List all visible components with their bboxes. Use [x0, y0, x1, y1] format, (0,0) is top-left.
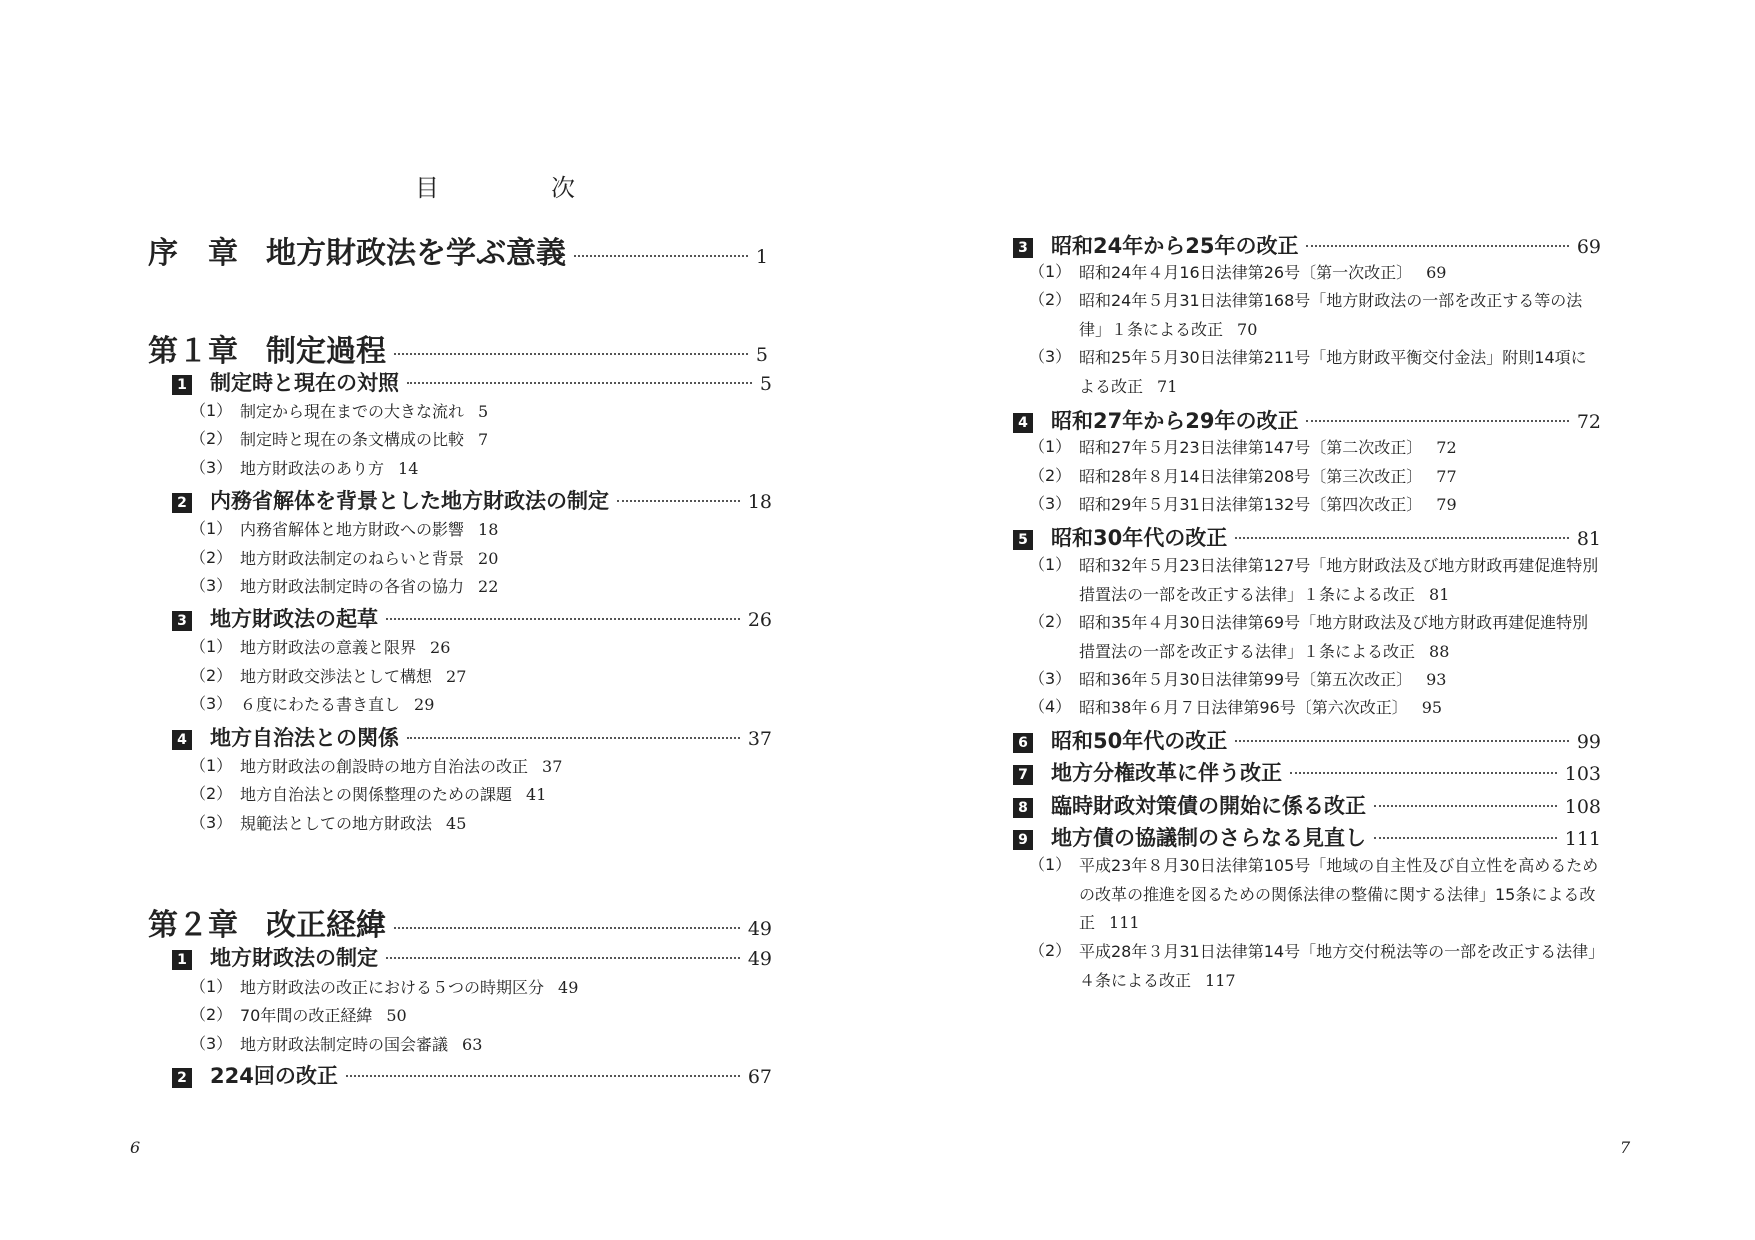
section-2-9[interactable] [1013, 822, 1601, 852]
chapter-title: 制定過程 [266, 334, 386, 369]
section-number-badge: 3 [1013, 238, 1033, 258]
section-2-8[interactable] [1013, 790, 1601, 820]
section-1-3[interactable] [172, 603, 772, 633]
section-2-4[interactable] [1013, 405, 1601, 435]
section-2-1[interactable] [172, 942, 772, 972]
section-2-2[interactable] [172, 1060, 772, 1090]
item-mark: （1） [190, 401, 233, 420]
leader-dots [1306, 420, 1568, 422]
page-number: 5 [478, 402, 489, 421]
toc-item[interactable] [1029, 344, 1601, 401]
leader-dots [1290, 772, 1557, 774]
page-number: 69 [1576, 236, 1601, 258]
item-text: 地方自治法との関係整理のための課題 [240, 785, 513, 804]
page-number: 70 [1237, 319, 1258, 339]
section-2-3[interactable] [1013, 230, 1601, 260]
item-mark: （1） [190, 519, 233, 538]
right-page [877, 0, 1755, 1240]
page-folio: 6 [130, 1138, 141, 1157]
page-number: 49 [747, 918, 772, 940]
item-text: 昭和32年５月23日法律第127号「地方財政法及び地方財政再建促進特別措置法の一部を改正する法律」１条による改正 [1079, 556, 1599, 604]
item-text: 平成28年３月31日法律第14号「地方交付税法等の一部を改正する法律」４条による改正 [1079, 942, 1597, 990]
toc-item[interactable] [1029, 287, 1601, 344]
item-text: 地方財政法の改正における５つの時期区分 [240, 978, 545, 997]
toc-item[interactable] [190, 781, 546, 810]
page-number: 49 [558, 978, 579, 997]
chapter-title: 改正経緯 [266, 908, 386, 943]
item-mark: （2） [1029, 941, 1072, 960]
item-mark: （1） [1029, 437, 1072, 456]
page-number: 63 [462, 1035, 483, 1054]
page-number: 81 [1576, 528, 1601, 550]
page-number: 18 [478, 520, 499, 539]
toc-item[interactable] [190, 398, 488, 427]
page-number: 26 [430, 638, 451, 657]
section-2-6[interactable] [1013, 725, 1601, 755]
toc-item[interactable] [1029, 666, 1601, 695]
item-mark: （1） [190, 756, 233, 775]
leader-dots [386, 957, 740, 959]
section-number-badge: 8 [1013, 798, 1033, 818]
item-text: 昭和35年４月30日法律第69号「地方財政法及び地方財政再建促進特別措置法の一部を改正する法律」１条による改正 [1079, 613, 1589, 661]
page-number: 5 [759, 373, 772, 395]
toc-item[interactable] [1029, 434, 1601, 463]
page-number: 29 [414, 695, 435, 714]
page-number: 37 [542, 757, 563, 776]
toc-item[interactable] [1029, 938, 1601, 995]
section-1-1[interactable] [172, 367, 772, 397]
section-title: 地方財政法の制定 [210, 946, 378, 970]
toc-item[interactable] [190, 545, 498, 574]
item-mark: （3） [190, 1034, 233, 1053]
toc-item[interactable] [1029, 609, 1601, 666]
toc-item[interactable] [190, 634, 450, 663]
page-number: 72 [1436, 438, 1457, 457]
section-title: 昭和50年代の改正 [1051, 729, 1228, 753]
page-number: 1 [755, 246, 768, 268]
section-title: 内務省解体を背景とした地方財政法の制定 [210, 489, 609, 513]
page-number: 111 [1109, 913, 1140, 932]
item-mark: （1） [1029, 555, 1072, 574]
page-number: 49 [747, 948, 772, 970]
item-text: 昭和27年５月23日法律第147号〔第二次改正〕 [1079, 438, 1423, 457]
item-mark: （2） [190, 784, 233, 803]
item-mark: （2） [1029, 290, 1072, 309]
section-number-badge: 3 [172, 611, 192, 631]
page-number: 18 [747, 491, 772, 513]
chapter-number: 第２章 [148, 908, 238, 943]
item-text: 昭和28年８月14日法律第208号〔第三次改正〕 [1079, 467, 1423, 486]
item-text: 70年間の改正経緯 [240, 1006, 373, 1025]
page-folio: 7 [1620, 1138, 1631, 1157]
left-page [0, 0, 877, 1240]
page-number: 71 [1157, 376, 1178, 396]
toc-item[interactable] [190, 573, 498, 602]
item-mark: （1） [190, 637, 233, 656]
page-number: 5 [755, 344, 768, 366]
item-mark: （2） [190, 666, 233, 685]
toc-item[interactable] [190, 691, 434, 720]
item-mark: （3） [1029, 494, 1072, 513]
item-text: 昭和36年５月30日法律第99号〔第五次改正〕 [1079, 670, 1413, 689]
section-number-badge: 4 [172, 730, 192, 750]
page-number: 88 [1429, 641, 1450, 661]
page-number: 81 [1429, 584, 1450, 604]
toc-item[interactable] [190, 663, 466, 692]
section-title: 地方分権改革に伴う改正 [1051, 761, 1282, 785]
page-number: 103 [1564, 763, 1601, 785]
page-number: 37 [747, 728, 772, 750]
section-title: 地方財政法の起草 [210, 607, 378, 631]
section-number-badge: 7 [1013, 765, 1033, 785]
section-number-badge: 4 [1013, 413, 1033, 433]
page-number: 108 [1564, 796, 1601, 818]
toc-item[interactable] [190, 753, 562, 782]
page-number: 22 [478, 577, 499, 596]
item-text: 昭和38年６月７日法律第96号〔第六次改正〕 [1079, 698, 1408, 717]
leader-dots [1374, 837, 1557, 839]
section-title: 昭和27年から29年の改正 [1051, 409, 1299, 433]
toc-item[interactable] [1029, 259, 1601, 288]
item-text: ６度にわたる書き直し [240, 695, 401, 714]
leader-dots [617, 500, 740, 502]
item-text: 制定時と現在の条文構成の比較 [240, 430, 465, 449]
item-text: 規範法としての地方財政法 [240, 814, 433, 833]
leader-dots [386, 618, 740, 620]
page-number: 20 [478, 549, 499, 568]
section-1-2[interactable] [172, 485, 772, 515]
item-text: 内務省解体と地方財政への影響 [240, 520, 465, 539]
section-number-badge: 6 [1013, 733, 1033, 753]
leader-dots [1235, 537, 1569, 539]
item-mark: （4） [1029, 697, 1072, 716]
item-text: 地方財政法制定時の国会審議 [240, 1035, 449, 1054]
item-text: 地方財政法の創設時の地方自治法の改正 [240, 757, 529, 776]
section-title: 地方債の協議制のさらなる見直し [1051, 826, 1366, 850]
section-2-7[interactable] [1013, 757, 1601, 787]
toc-item[interactable] [190, 974, 578, 1003]
leader-dots [1374, 805, 1557, 807]
section-title: 昭和24年から25年の改正 [1051, 234, 1299, 258]
leader-dots [1306, 245, 1568, 247]
item-text: 地方財政交渉法として構想 [240, 667, 433, 686]
page-number: 99 [1576, 731, 1601, 753]
item-text: 昭和29年５月31日法律第132号〔第四次改正〕 [1079, 495, 1423, 514]
section-1-4[interactable] [172, 722, 772, 752]
page-number: 117 [1205, 970, 1236, 990]
section-number-badge: 2 [172, 1068, 192, 1088]
item-mark: （2） [190, 1005, 233, 1024]
leader-dots [574, 255, 748, 257]
toc-item[interactable] [1029, 852, 1601, 938]
section-title: 224回の改正 [210, 1064, 338, 1088]
section-2-5[interactable] [1013, 522, 1601, 552]
item-mark: （3） [1029, 347, 1072, 366]
chapter-1[interactable] [148, 326, 768, 370]
item-text: 地方財政法制定のねらいと背景 [240, 549, 465, 568]
item-mark: （3） [190, 576, 233, 595]
section-number-badge: 5 [1013, 530, 1033, 550]
item-mark: （2） [190, 548, 233, 567]
page-number: 50 [386, 1006, 407, 1025]
section-number-badge: 1 [172, 375, 192, 395]
section-title: 地方自治法との関係 [210, 726, 399, 750]
item-mark: （2） [1029, 466, 1072, 485]
item-text: 地方財政法のあり方 [240, 459, 385, 478]
item-mark: （1） [1029, 855, 1072, 874]
page-number: 93 [1426, 670, 1447, 689]
item-text: 制定から現在までの大きな流れ [240, 402, 465, 421]
page-number: 26 [747, 609, 772, 631]
item-text: 地方財政法制定時の各省の協力 [240, 577, 465, 596]
section-title: 制定時と現在の対照 [210, 371, 399, 395]
item-mark: （3） [190, 694, 233, 713]
page-number: 67 [747, 1066, 772, 1088]
toc-item[interactable] [1029, 463, 1601, 492]
section-title: 臨時財政対策債の開始に係る改正 [1051, 794, 1366, 818]
item-mark: （3） [1029, 669, 1072, 688]
toc-item[interactable] [1029, 552, 1601, 609]
leader-dots [394, 927, 740, 929]
page-number: 72 [1576, 411, 1601, 433]
item-mark: （2） [190, 429, 233, 448]
item-text: 昭和24年５月31日法律第168号「地方財政法の一部を改正する等の法律」１条による改正 [1079, 291, 1583, 339]
toc-item[interactable] [190, 516, 498, 545]
toc-item[interactable] [190, 1002, 407, 1031]
item-mark: （3） [190, 813, 233, 832]
chapter-intro[interactable] [148, 228, 768, 272]
item-mark: （3） [190, 458, 233, 477]
toc-item[interactable] [190, 426, 488, 455]
toc-item[interactable] [190, 810, 466, 839]
chapter-number: 序 章 [148, 236, 238, 271]
item-mark: （1） [190, 977, 233, 996]
leader-dots [394, 353, 748, 355]
section-number-badge: 2 [172, 493, 192, 513]
page-number: 111 [1564, 828, 1601, 850]
leader-dots [407, 737, 740, 739]
leader-dots [407, 382, 752, 384]
page-number: 14 [398, 459, 419, 478]
toc-item[interactable] [1029, 491, 1601, 520]
item-text: 平成23年８月30日法律第105号「地域の自主性及び自立性を高めるための改革の推進を図るための関係法律の整備に関する法律」15条による改正 [1079, 856, 1599, 932]
leader-dots [1235, 740, 1569, 742]
page-number: 7 [478, 430, 489, 449]
leader-dots [346, 1075, 740, 1077]
chapter-number: 第１章 [148, 334, 238, 369]
item-text: 昭和25年５月30日法律第211号「地方財政平衡交付金法」附則14項による改正 [1079, 348, 1587, 396]
toc-item[interactable] [190, 1031, 482, 1060]
item-mark: （1） [1029, 262, 1072, 281]
page-number: 69 [1426, 263, 1447, 282]
page-number: 79 [1436, 495, 1457, 514]
chapter-title: 地方財政法を学ぶ意義 [266, 236, 566, 271]
section-title: 昭和30年代の改正 [1051, 526, 1228, 550]
page-number: 95 [1421, 698, 1443, 717]
item-mark: （2） [1029, 612, 1072, 631]
section-number-badge: 1 [172, 950, 192, 970]
chapter-2[interactable] [148, 900, 772, 944]
toc-title: 目 次 [415, 174, 619, 202]
section-number-badge: 9 [1013, 830, 1033, 850]
page-number: 27 [446, 667, 467, 686]
page-number: 41 [526, 785, 547, 804]
page-number: 77 [1436, 467, 1457, 486]
item-text: 地方財政法の意義と限界 [240, 638, 417, 657]
toc-item[interactable] [1029, 694, 1601, 723]
page-number: 45 [446, 814, 467, 833]
toc-item[interactable] [190, 455, 418, 484]
item-text: 昭和24年４月16日法律第26号〔第一次改正〕 [1079, 263, 1413, 282]
